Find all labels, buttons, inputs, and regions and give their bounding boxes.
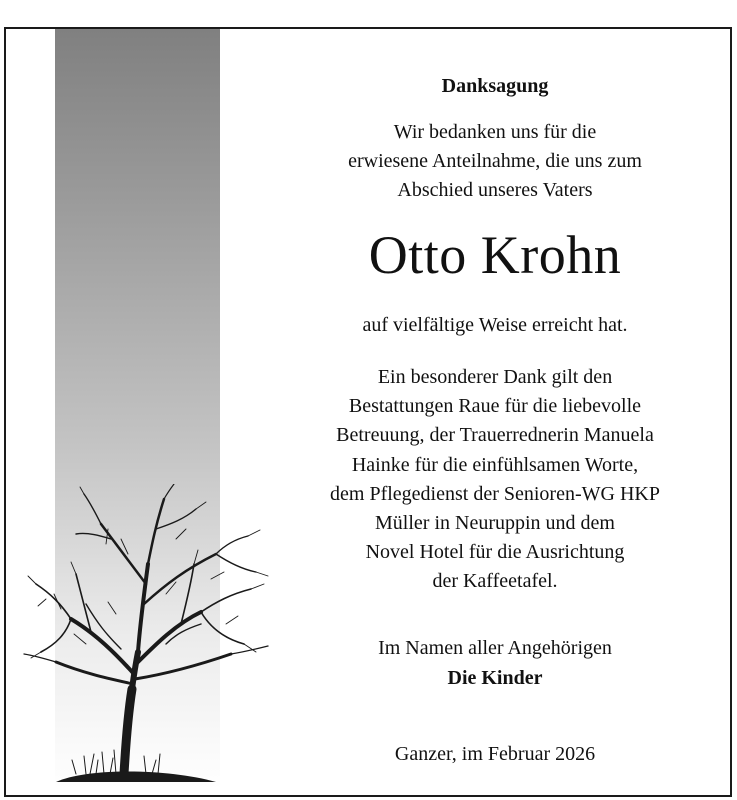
thanks-line: Bestattungen Raue für die liebevolle	[348, 395, 642, 418]
after-name-text: auf vielfältige Weise erreicht hat.	[362, 314, 628, 336]
thanks-line: Betreuung, der Trauerrednerin Manuela	[336, 424, 654, 447]
intro-line: Abschied unseres Vaters	[397, 179, 593, 201]
thanks-line: Ein besonderer Dank gilt den	[377, 366, 613, 388]
on-behalf-text: Im Namen aller Angehörigen	[378, 636, 612, 659]
intro-paragraph	[256, 118, 734, 205]
thanks-line: Novel Hotel für die Ausrichtung	[365, 541, 625, 564]
notice-frame	[4, 27, 732, 797]
signature-text: Die Kinder	[447, 666, 543, 689]
place-date: Ganzer, im Februar 2026	[394, 742, 596, 765]
thanks-line: Müller in Neuruppin und dem	[375, 512, 615, 535]
bare-tree-icon	[16, 484, 276, 789]
thanks-line: Hainke für die einfühlsamen Worte,	[351, 453, 639, 476]
thanks-line: dem Pflegedienst der Senioren-WG HKP	[330, 482, 660, 505]
intro-line: erwiesene Anteilnahme, die uns zum	[348, 150, 642, 172]
notice-title: Danksagung	[441, 75, 549, 97]
intro-line: Wir bedanken uns für die	[393, 121, 597, 143]
deceased-name: Otto Krohn	[368, 225, 622, 285]
signature-block	[256, 633, 734, 693]
thanks-line: der Kaffeetafel.	[432, 570, 558, 593]
thanks-paragraph	[256, 363, 734, 597]
notice-text	[256, 69, 734, 769]
